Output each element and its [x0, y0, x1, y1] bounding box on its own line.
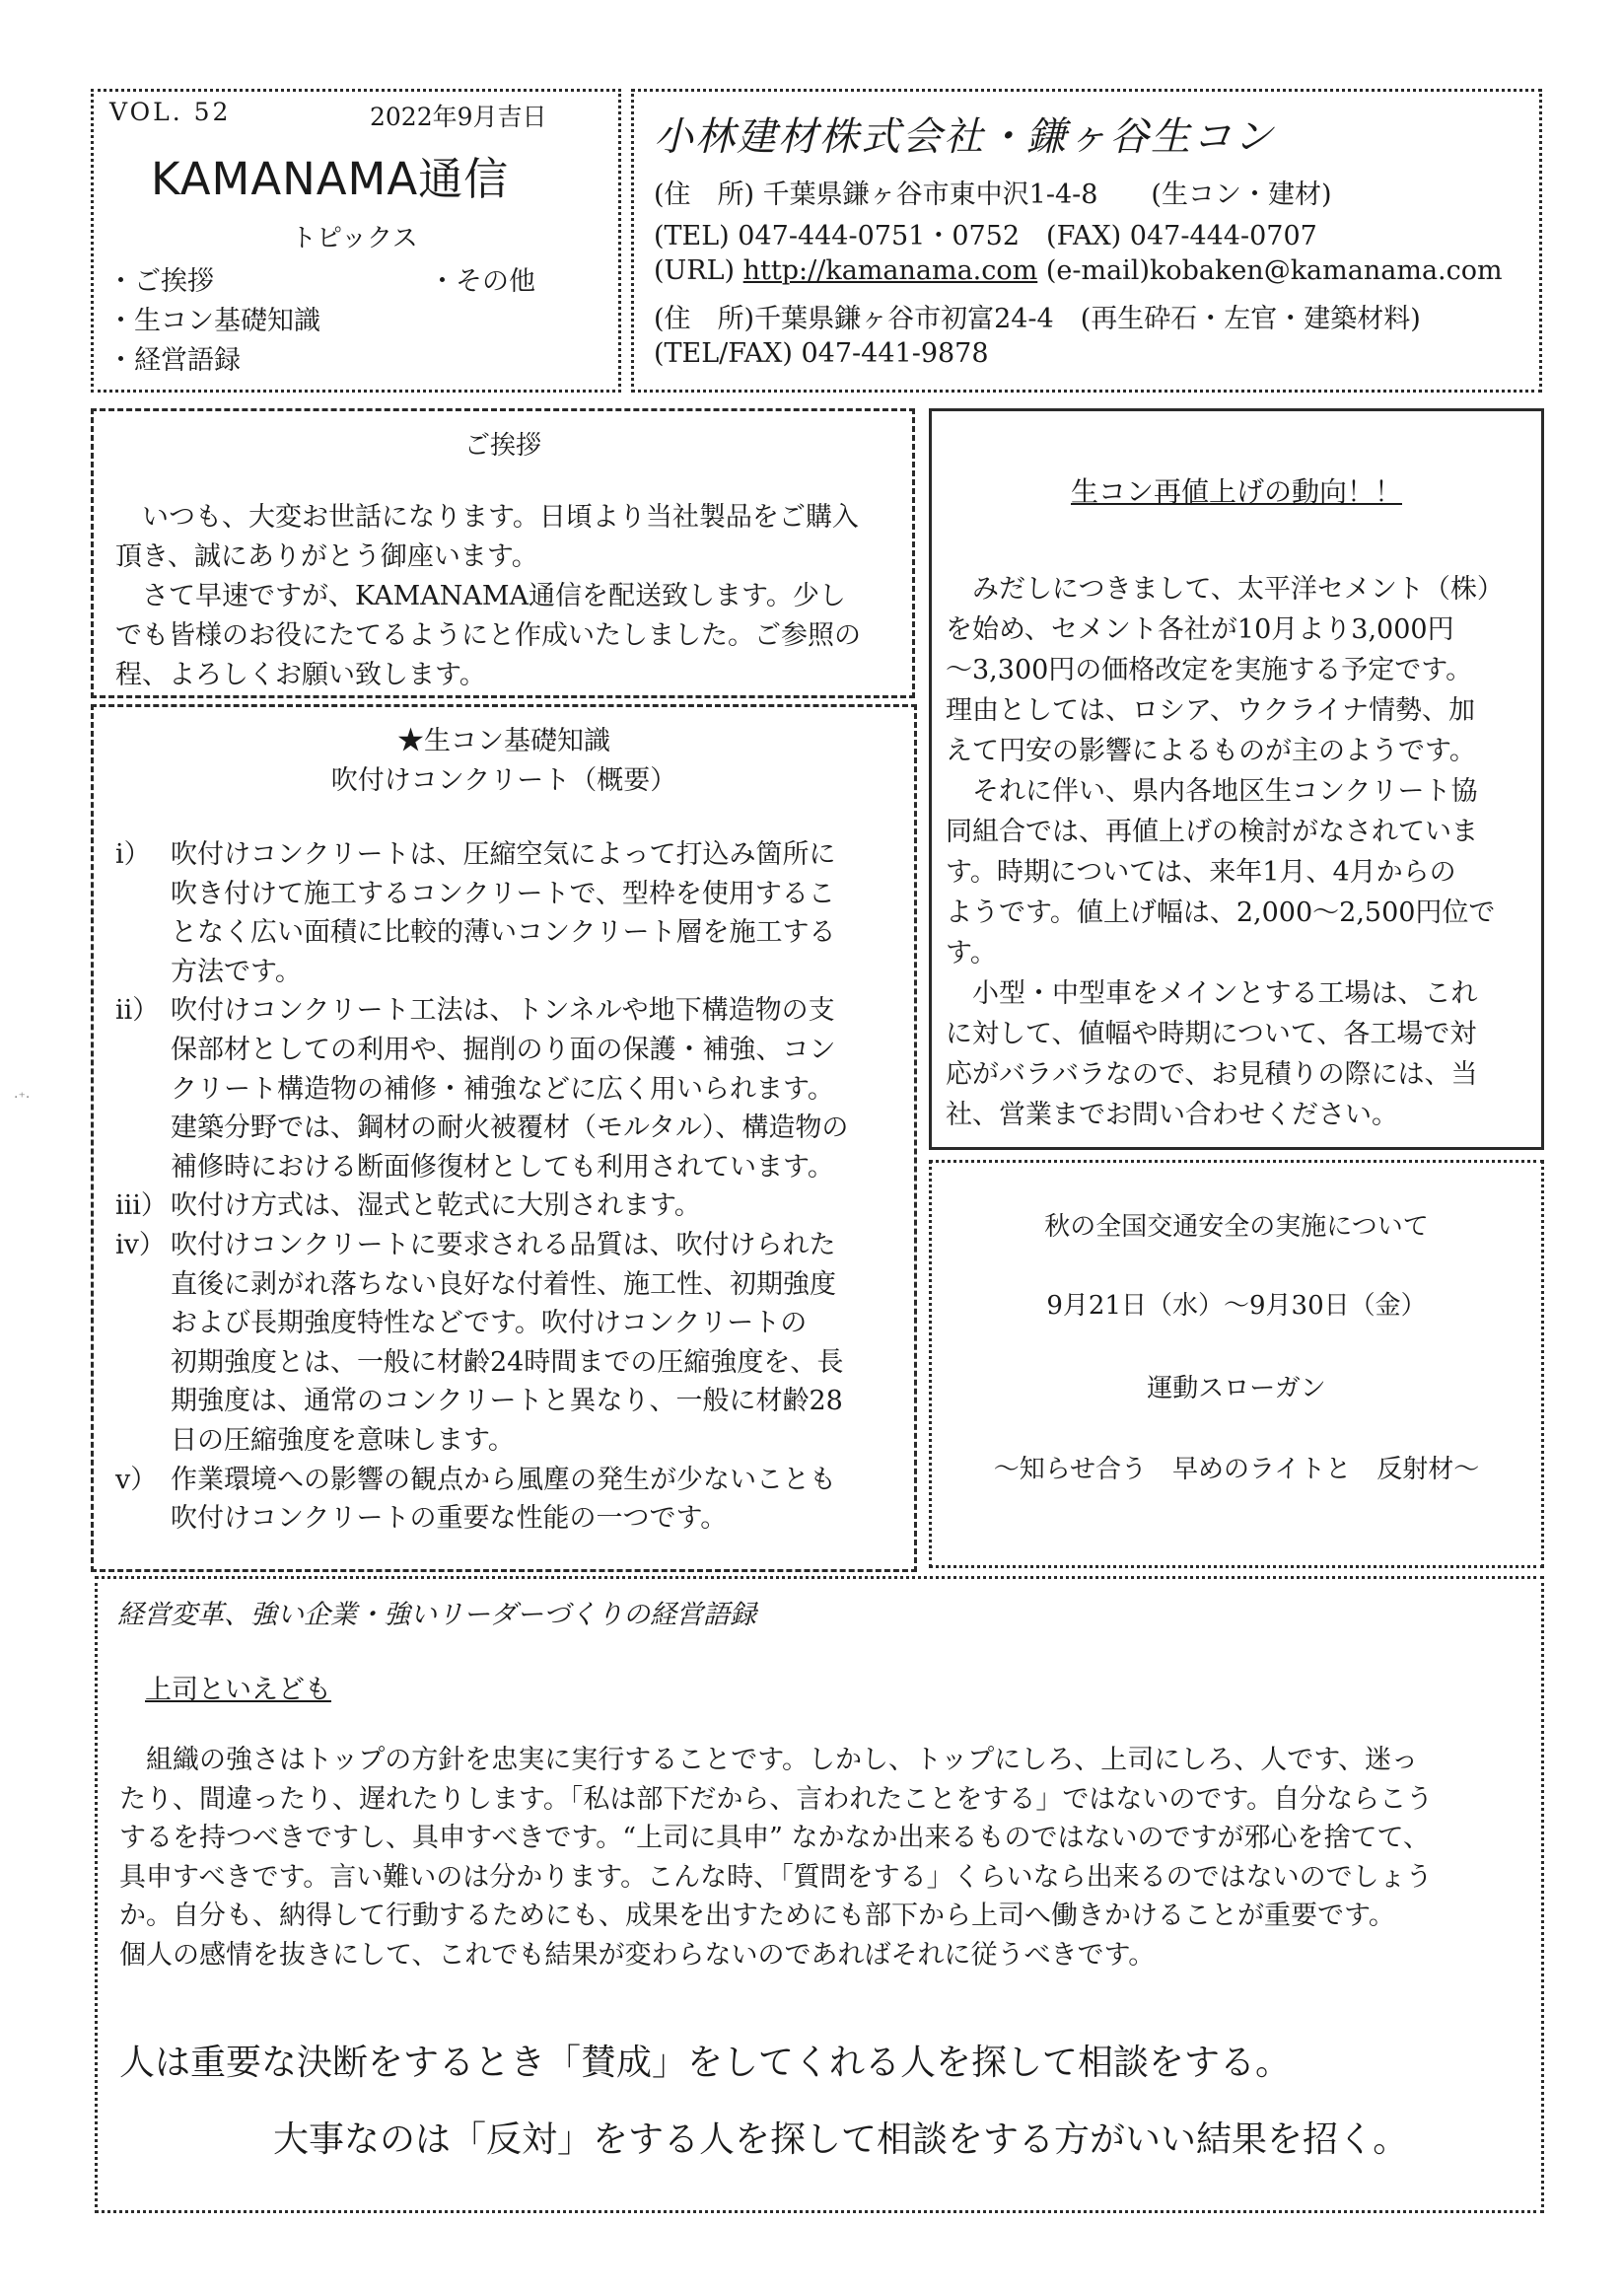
management-subheading: 上司といえども — [145, 1675, 331, 1705]
item-number: ⅴ） — [115, 1464, 158, 1495]
company-address-1: (住 所) 千葉県鎌ヶ谷市東中沢1-4-8 (生コン・建材) — [654, 179, 1332, 210]
list-item — [115, 835, 914, 991]
greeting-body — [115, 498, 910, 695]
item-text — [171, 835, 914, 991]
item-line: 保部材としての利用や、掘削のり面の保護・補強、コン — [171, 1034, 836, 1065]
greeting-heading: ご挨拶 — [463, 431, 541, 461]
url-prefix: (URL) — [654, 255, 743, 286]
item-line: 吹付けコンクリートは、圧縮空気によって打込み箇所に — [171, 839, 836, 870]
management-heading: 経営変革、強い企業・強いリーダーづくりの経営語録 — [117, 1600, 756, 1630]
item-text — [171, 991, 914, 1186]
company-email: (e-mail)kobaken@kamanama.com — [1037, 255, 1503, 286]
item-number: ⅲ） — [115, 1190, 168, 1222]
item-line: 日の圧縮強度を意味します。 — [171, 1424, 515, 1456]
list-item — [115, 1226, 914, 1461]
price-increase-section — [929, 408, 1544, 1150]
slogan-label: 運動スローガン — [1147, 1374, 1326, 1403]
price-line: 応がバラバラなので、お見積りの際には、当 — [946, 1059, 1478, 1090]
price-line: す。時期については、来年1月、4月からの — [946, 857, 1456, 888]
basics-list — [115, 835, 914, 1539]
management-line: か。自分も、納得して行動するためにも、成果を出すためにも部下から上司へ働きかけることが重要です。 — [119, 1901, 1395, 1931]
management-line: たり、間違ったり、遅れたりします。「私は部下だから、言われたことをする」ではないのです。自分ならこう — [119, 1783, 1434, 1815]
company-name: 小林建材株式会社・鎌ヶ谷生コン — [654, 114, 1275, 160]
greeting-line: 程、よろしくお願い致します。 — [115, 660, 486, 690]
item-line: となく広い面積に比較的薄いコンクリート層を施工する — [171, 917, 836, 949]
price-line: 同組合では、再値上げの検討がなされていま — [946, 817, 1478, 847]
item-line: 作業環境への影響の観点から風塵の発生が少ないことも — [171, 1464, 836, 1495]
price-line: に対して、値幅や時期について、各工場で対 — [946, 1019, 1477, 1049]
item-line: 期強度は、通常のコンクリートと異なり、一般に材齢28 — [171, 1386, 843, 1417]
traffic-safety-section — [929, 1160, 1544, 1568]
quote-1: 人は重要な決断をするとき「賛成」をしてくれる人を探して相談をする。 — [119, 2043, 1292, 2083]
quote-2: 大事なのは「反対」をする人を探して相談をする方がいい結果を招く。 — [273, 2119, 1409, 2160]
management-line: するを持つべきですし、具申すべきです。“上司に具申” なかなか出来るものではないのですが邪心を捨てて、 — [119, 1823, 1430, 1853]
price-body — [946, 569, 1539, 1135]
company-url-link[interactable]: http://kamanama.com — [742, 255, 1038, 286]
management-quotes-section — [95, 1576, 1544, 2213]
price-line: ～3,300円の価格改定を実施する予定です。 — [946, 655, 1473, 685]
item-line: 初期強度とは、一般に材齢24時間までの圧縮強度を、長 — [171, 1346, 844, 1378]
price-heading: 生コン再値上げの動向！！ — [1070, 475, 1402, 508]
topic-item: ・ご挨拶 — [107, 266, 214, 297]
price-line: 社、営業までお問い合わせください。 — [946, 1100, 1398, 1130]
item-text — [171, 1226, 914, 1461]
scan-speck: ·⁺· — [14, 1090, 31, 1106]
price-line: 理由としては、ロシア、ウクライナ情勢、加 — [946, 695, 1476, 726]
list-item — [115, 991, 914, 1186]
greeting-section — [91, 408, 915, 698]
basics-subheading: 吹付けコンクリート（概要） — [330, 765, 677, 796]
item-text — [171, 1461, 914, 1539]
item-line: および長期強度特性などです。吹付けコンクリートの — [171, 1308, 808, 1339]
issue-date: 2022年9月吉日 — [370, 103, 547, 131]
concrete-basics-section — [91, 704, 917, 1572]
price-line: ようです。値上げ幅は、2,000～2,500円位で — [946, 897, 1496, 928]
list-item — [115, 1461, 914, 1539]
management-body — [119, 1741, 1529, 1974]
item-number: ⅰ） — [115, 839, 151, 870]
management-line: 組織の強さはトップの方針を忠実に実行することです。しかし、トップにしろ、上司にしろ、人です、迷っ — [119, 1745, 1419, 1775]
price-line: す。 — [946, 938, 997, 969]
item-line: 吹付けコンクリート工法は、トンネルや地下構造物の支 — [171, 995, 835, 1027]
item-line: 吹き付けて施工するコンクリートで、型枠を使用するこ — [171, 878, 835, 909]
item-number: ⅱ） — [115, 995, 160, 1027]
price-line: を始め、セメント各社が10月より3,000円 — [946, 614, 1454, 645]
item-line: 直後に剥がれ落ちない良好な付着性、施工性、初期強度 — [171, 1268, 836, 1300]
item-number: ⅳ） — [115, 1229, 166, 1260]
greeting-line: さて早速ですが、KAMANAMA通信を配送致します。少し — [115, 581, 846, 611]
company-tel-fax-1: (TEL) 047-444-0751・0752 (FAX) 047-444-0707 — [654, 221, 1317, 251]
company-info — [631, 89, 1542, 393]
topics-heading: トピックス — [291, 224, 418, 253]
company-url-row — [654, 255, 1503, 286]
company-address-2: (住 所)千葉県鎌ヶ谷市初富24-4 (再生砕石・左官・建築材料) — [654, 304, 1421, 334]
greeting-line: でも皆様のお役にたてるようにと作成いたしました。ご参照の — [115, 620, 861, 651]
item-line: クリート構造物の補修・補強などに広く用いられます。 — [171, 1073, 834, 1105]
item-line: 方法です。 — [171, 956, 302, 987]
volume-number: VOL. 52 — [109, 98, 232, 126]
list-item — [115, 1186, 914, 1226]
newsletter-header — [91, 89, 621, 393]
price-line: みだしにつきまして、太平洋セメント（株） — [946, 574, 1504, 605]
item-text — [171, 1186, 914, 1226]
company-tel-fax-2: (TEL/FAX) 047-441-9878 — [654, 338, 989, 369]
newsletter-title: KAMANAMA通信 — [151, 153, 510, 205]
price-line: それに伴い、県内各地区生コンクリート協 — [946, 776, 1478, 807]
topic-item: ・生コン基礎知識 — [107, 306, 320, 336]
topic-item: ・その他 — [429, 266, 535, 297]
price-line: 小型・中型車をメインとする工場は、これ — [946, 978, 1478, 1009]
item-line: 吹付けコンクリートの重要な性能の一つです。 — [171, 1503, 728, 1535]
item-line: 補修時における断面修復材としても利用されています。 — [171, 1151, 834, 1183]
management-line: 個人の感情を抜きにして、これでも結果が変わらないのであればそれに従うべきです。 — [119, 1939, 1156, 1971]
item-line: 建築分野では、鋼材の耐火被覆材（モルタル）、構造物の — [171, 1112, 849, 1144]
price-line: えて円安の影響によるものが主のようです。 — [946, 736, 1476, 766]
greeting-line: 頂き、誠にありがとう御座います。 — [115, 541, 538, 572]
traffic-title: 秋の全国交通安全の実施について — [1044, 1212, 1429, 1242]
basics-heading: ★生コン基礎知識 — [397, 726, 610, 756]
slogan-text: ～知らせ合う 早めのライトと 反射材～ — [993, 1455, 1480, 1484]
management-line: 具申すべきです。言い難いのは分かります。こんな時、「質問をする」くらいなら出来るのではないのでしょう — [119, 1861, 1433, 1893]
item-line: 吹付け方式は、湿式と乾式に大別されます。 — [171, 1190, 701, 1222]
traffic-dates: 9月21日（水）～9月30日（金） — [1046, 1291, 1427, 1321]
topic-item: ・経営語録 — [107, 345, 241, 376]
item-line: 吹付けコンクリートに要求される品質は、吹付けられた — [171, 1229, 836, 1260]
greeting-line: いつも、大変お世話になります。日頃より当社製品をご購入 — [115, 502, 859, 533]
